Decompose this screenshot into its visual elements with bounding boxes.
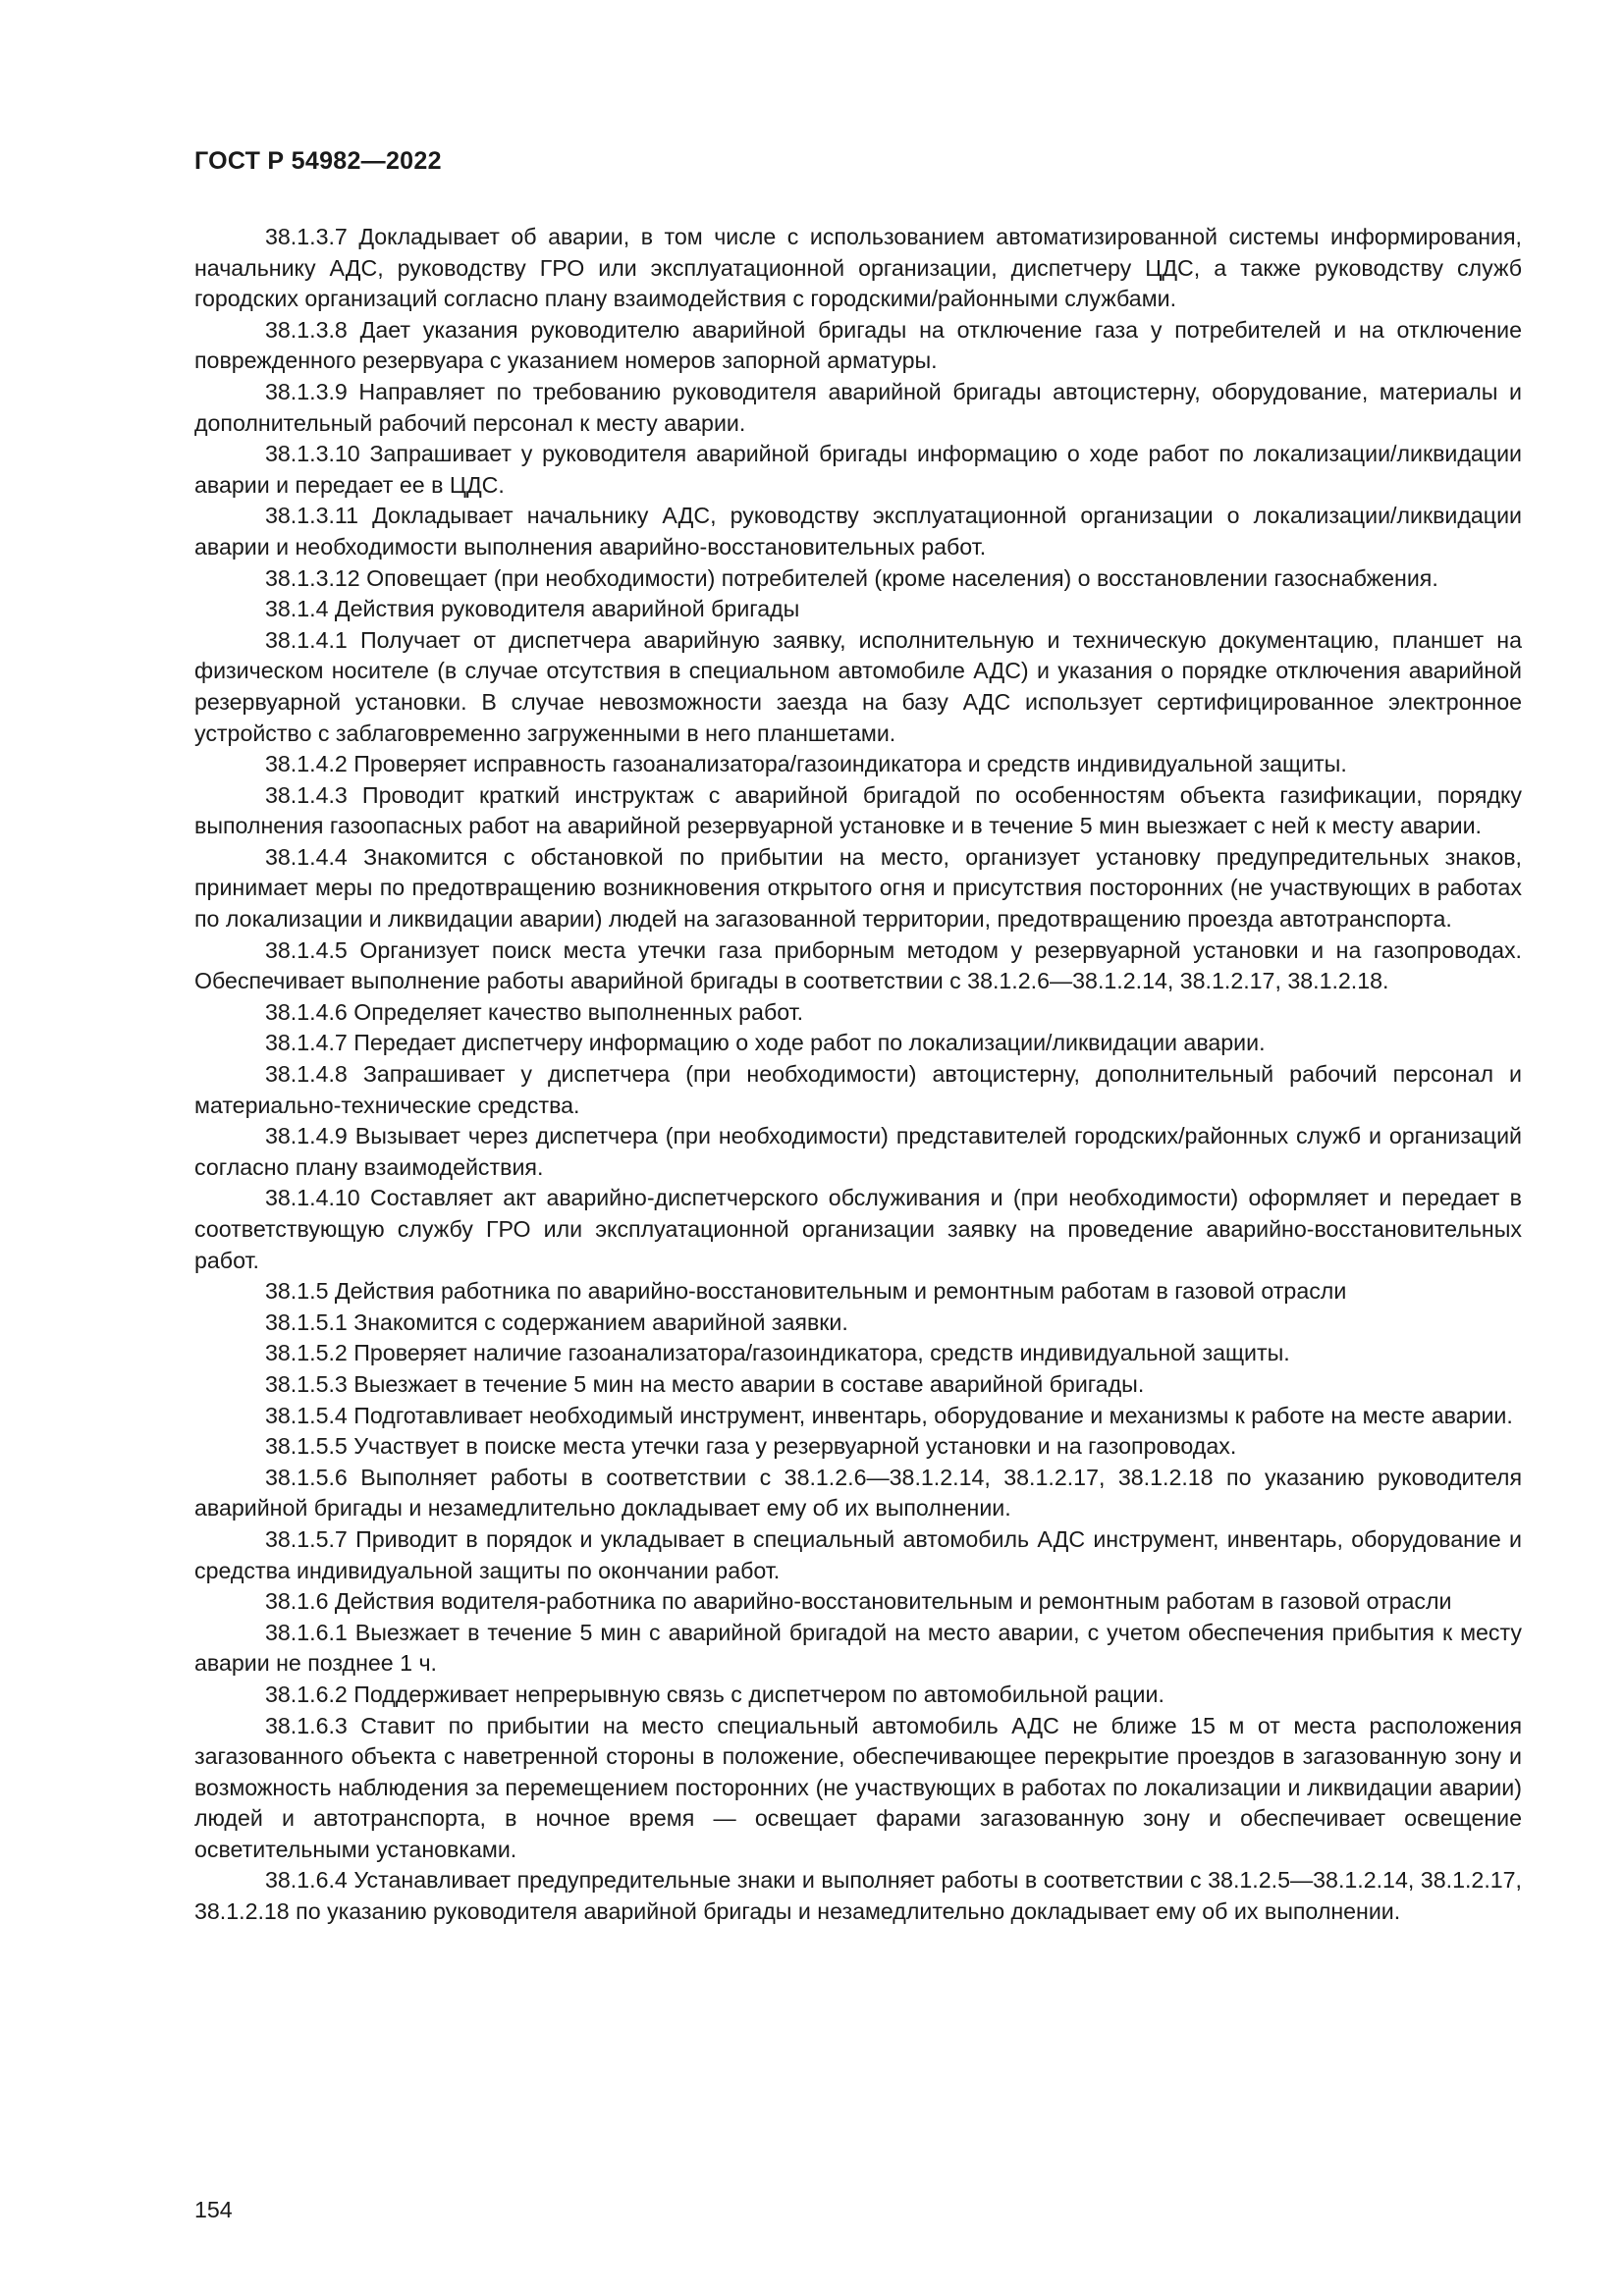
document-paragraph: 38.1.6.4 Устанавливает предупредительные знаки и выполняет работы в соответствии с 38.1.2.5—38.1.2.14, 38.1.2.17, 38.1.2.18 по указанию руководителя аварийной бригады и незамедлительно докладывает ему об их выполнении. <box>194 1867 1522 1925</box>
document-paragraph: 38.1.4.1 Получает от диспетчера аварийную заявку, исполнительную и техническую документацию, планшет на физическом носителе (в случае отсутствия в специальном автомобиле АДС) и указания о порядке отключения аварийной резервуарной установки. В случае невозможности заезда на базу АДС использует сертифицированное электронное устройство с заблаговременно загруженными в него планшетами. <box>194 626 1522 746</box>
document-paragraph: 38.1.6.3 Ставит по прибытии на место специальный автомобиль АДС не ближе 15 м от места расположения загазованного объекта с наветренной стороны в положение, обеспечивающее перекрытие проездов в загазованную зону и возможность наблюдения за перемещением посторонних (не участвующих в работах по локализации и ликвидации аварии) людей и автотранспорта, в ночное время — освещает фарами загазованную зону и обеспечивает освещение осветительными установками. <box>194 1712 1522 1862</box>
document-paragraph: 38.1.4.2 Проверяет исправность газоанализатора/газоиндикатора и средств индивидуальной защиты. <box>265 751 1347 777</box>
document-paragraph: 38.1.5.3 Выезжает в течение 5 мин на место аварии в составе аварийной бригады. <box>265 1370 1145 1397</box>
document-paragraph: 38.1.5.6 Выполняет работы в соответствии с 38.1.2.6—38.1.2.14, 38.1.2.17, 38.1.2.18 по указанию руководителя аварийной бригады и незамедлительно докладывает ему об их выполнении. <box>194 1464 1522 1522</box>
document-paragraph: 38.1.3.9 Направляет по требованию руководителя аварийной бригады автоцистерну, оборудование, материалы и дополнительный рабочий персонал к месту аварии. <box>194 378 1522 436</box>
document-paragraph: 38.1.3.12 Оповещает (при необходимости) потребителей (кроме населения) о восстановлении газоснабжения. <box>265 564 1438 591</box>
document-paragraph: 38.1.4.5 Организует поиск места утечки газа приборным методом у резервуарной установки и на газопроводах. Обеспечивает выполнение работы аварийной бригады в соответствии с 38.1.2.6—38.1.2.14, 38.1.2.17, 38.1.2.18. <box>194 936 1522 994</box>
document-paragraph: 38.1.4.9 Вызывает через диспетчера (при необходимости) представителей городских/районных служб и организаций согласно плану взаимодействия. <box>194 1123 1522 1180</box>
document-paragraph: 38.1.4.6 Определяет качество выполненных работ. <box>265 998 804 1025</box>
document-paragraph: 38.1.5.2 Проверяет наличие газоанализатора/газоиндикатора, средств индивидуальной защиты. <box>265 1340 1290 1366</box>
document-page <box>194 147 1522 1928</box>
document-paragraph: 38.1.3.10 Запрашивает у руководителя аварийной бригады информацию о ходе работ по локализации/ликвидации аварии и передает ее в ЦДС. <box>194 441 1522 498</box>
document-paragraph: 38.1.5.4 Подготавливает необходимый инструмент, инвентарь, оборудование и механизмы к работе на месте аварии. <box>265 1402 1513 1428</box>
document-paragraph: 38.1.3.11 Докладывает начальнику АДС, руководству эксплуатационной организации о локализации/ликвидации аварии и необходимости выполнения аварийно-восстановительных работ. <box>194 503 1522 560</box>
document-paragraph: 38.1.4 Действия руководителя аварийной бригады <box>265 596 800 622</box>
document-paragraph: 38.1.6 Действия водителя-работника по аварийно-восстановительным и ремонтным работам в газовой отрасли <box>265 1588 1452 1615</box>
document-paragraph: 38.1.3.7 Докладывает об аварии, в том числе с использованием автоматизированной системы информирования, начальнику АДС, руководству ГРО или эксплуатационной организации, диспетчеру ЦДС, а также руководству служб городских организаций согласно плану взаимодействия с городскими/районными службами. <box>194 224 1522 312</box>
page-number: 154 <box>194 2197 233 2222</box>
document-paragraph: 38.1.4.7 Передает диспетчеру информацию о ходе работ по локализации/ликвидации аварии. <box>265 1030 1266 1056</box>
document-paragraph: 38.1.3.8 Дает указания руководителю аварийной бригады на отключение газа у потребителей и на отключение поврежденного резервуара с указанием номеров запорной арматуры. <box>194 316 1522 374</box>
document-paragraph: 38.1.6.1 Выезжает в течение 5 мин с аварийной бригадой на место аварии, с учетом обеспечения прибытия к месту аварии не позднее 1 ч. <box>194 1619 1522 1677</box>
document-paragraph: 38.1.6.2 Поддерживает непрерывную связь с диспетчером по автомобильной рации. <box>265 1681 1164 1707</box>
document-paragraph: 38.1.4.8 Запрашивает у диспетчера (при необходимости) автоцистерну, дополнительный рабочий персонал и материально-технические средства. <box>194 1061 1522 1118</box>
document-body <box>194 222 1522 1928</box>
document-paragraph: 38.1.4.10 Составляет акт аварийно-диспетчерского обслуживания и (при необходимости) оформляет и передает в соответствующую службу ГРО или эксплуатационной организации заявку на проведение аварийно-восстановительных работ. <box>194 1185 1522 1273</box>
document-paragraph: 38.1.5.5 Участвует в поиске места утечки газа у резервуарной установки и на газопроводах. <box>265 1433 1237 1460</box>
document-paragraph: 38.1.5 Действия работника по аварийно-восстановительным и ремонтным работам в газовой отрасли <box>265 1278 1347 1305</box>
document-paragraph: 38.1.4.3 Проводит краткий инструктаж с аварийной бригадой по особенностям объекта газификации, порядку выполнения газоопасных работ на аварийной резервуарной установке и в течение 5 мин выезжает с ней к месту аварии. <box>194 781 1522 839</box>
document-paragraph: 38.1.5.7 Приводит в порядок и укладывает в специальный автомобиль АДС инструмент, инвентарь, оборудование и средства индивидуальной защиты по окончании работ. <box>194 1525 1522 1583</box>
document-paragraph: 38.1.4.4 Знакомится с обстановкой по прибытии на место, организует установку предупредительных знаков, принимает меры по предотвращению возникновения открытого огня и присутствия посторонних (не участвующих в работах по локализации и ликвидации аварии) людей на загазованной территории, предотвращению проезда автотранспорта. <box>194 843 1522 933</box>
document-paragraph: 38.1.5.1 Знакомится с содержанием аварийной заявки. <box>265 1308 848 1335</box>
document-header-title: ГОСТ Р 54982—2022 <box>194 147 442 175</box>
